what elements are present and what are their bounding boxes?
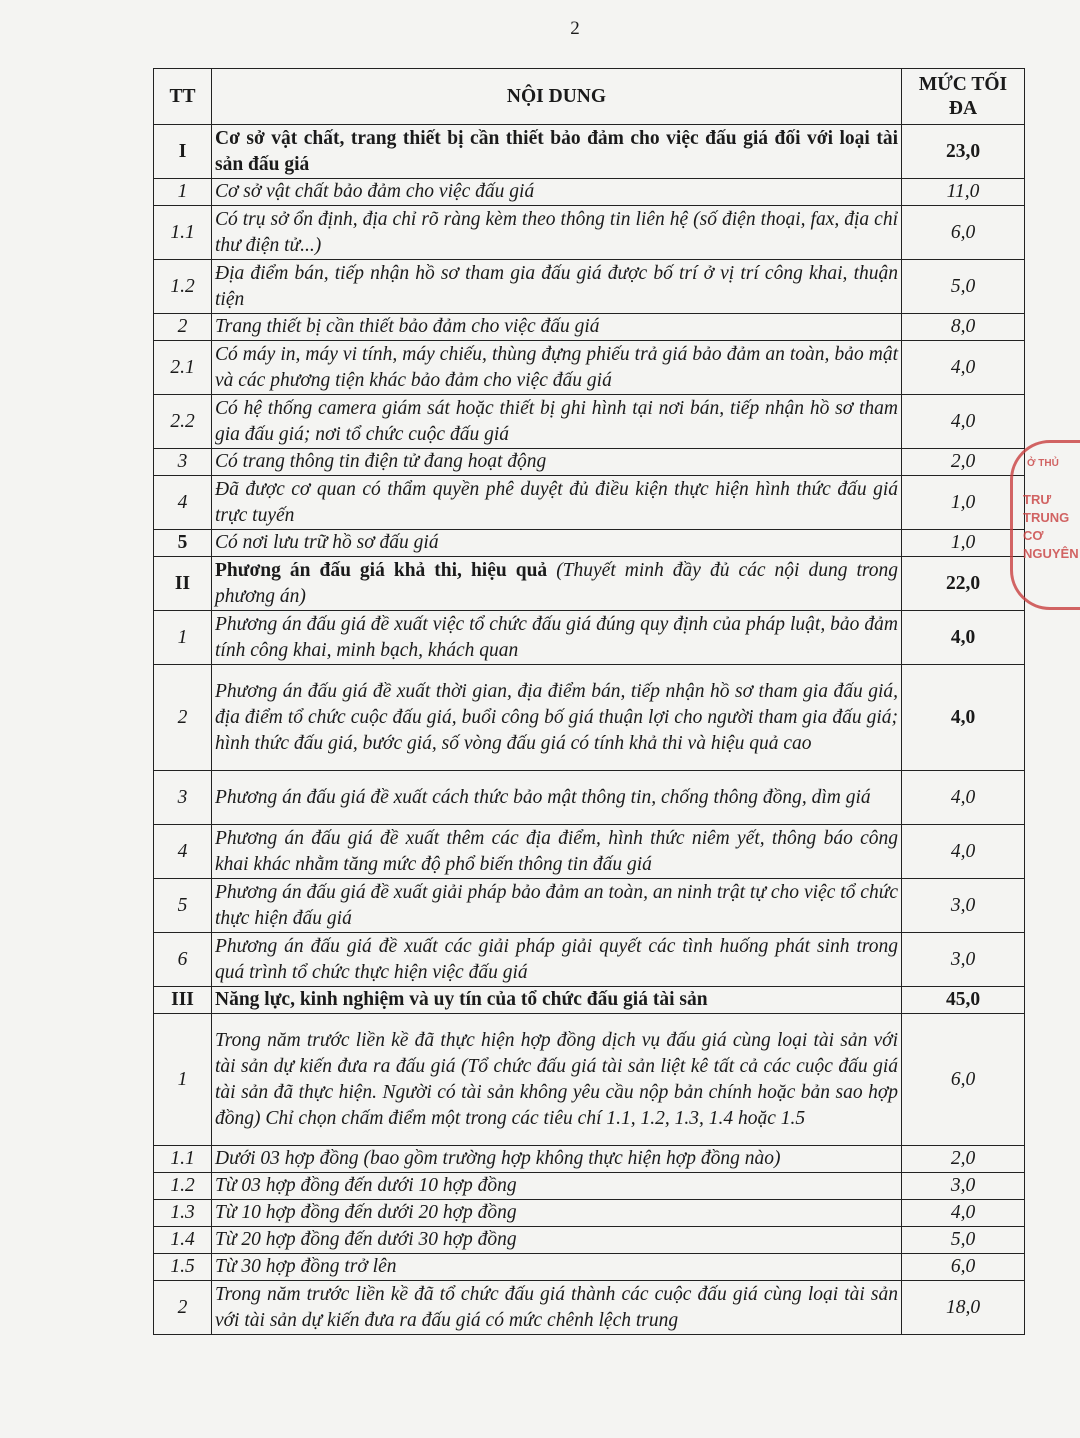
row-content: Từ 30 hợp đồng trở lên — [212, 1254, 902, 1281]
row-max: 4,0 — [902, 611, 1025, 665]
table-row — [154, 611, 1025, 665]
row-tt: II — [154, 557, 212, 611]
row-max: 5,0 — [902, 260, 1025, 314]
row-tt: 4 — [154, 476, 212, 530]
page-number: 2 — [570, 18, 580, 39]
table-row — [154, 665, 1025, 771]
row-max: 11,0 — [902, 179, 1025, 206]
table-row — [154, 879, 1025, 933]
table-row — [154, 395, 1025, 449]
table-row — [154, 1173, 1025, 1200]
criteria-table — [153, 68, 1025, 1335]
row-tt: 1 — [154, 1014, 212, 1146]
table-row — [154, 125, 1025, 179]
row-content: Năng lực, kinh nghiệm và uy tín của tổ chức đấu giá tài sản — [212, 987, 902, 1014]
table-row — [154, 557, 1025, 611]
table-row — [154, 1200, 1025, 1227]
row-max: 4,0 — [902, 771, 1025, 825]
table-row — [154, 1254, 1025, 1281]
red-stamp — [1010, 440, 1080, 610]
row-content: Trang thiết bị cần thiết bảo đảm cho việc đấu giá — [212, 314, 902, 341]
row-tt: 1 — [154, 179, 212, 206]
table-row — [154, 449, 1025, 476]
row-tt: 3 — [154, 771, 212, 825]
table-row — [154, 476, 1025, 530]
row-tt: 5 — [154, 530, 212, 557]
row-content: Có trụ sở ổn định, địa chỉ rõ ràng kèm theo thông tin liên hệ (số điện thoại, fax, địa chỉ thư điện tử...) — [212, 206, 902, 260]
row-tt: 1.1 — [154, 1146, 212, 1173]
row-content — [212, 557, 902, 611]
row-content: Cơ sở vật chất, trang thiết bị cần thiết bảo đảm cho việc đấu giá đối với loại tài sản đấu giá — [212, 125, 902, 179]
stamp-line: TRƯ — [1023, 492, 1052, 507]
header-content: NỘI DUNG — [212, 69, 902, 125]
row-max: 3,0 — [902, 1173, 1025, 1200]
row-content: Phương án đấu giá đề xuất thêm các địa điểm, hình thức niêm yết, thông báo công khai khác nhằm tăng mức độ phổ biến thông tin đấu giá — [212, 825, 902, 879]
row-max: 18,0 — [902, 1281, 1025, 1335]
row-max: 8,0 — [902, 314, 1025, 341]
row-content: Phương án đấu giá đề xuất cách thức bảo mật thông tin, chống thông đồng, dìm giá — [212, 771, 902, 825]
stamp-top-text: Ở THỦ — [1027, 458, 1059, 469]
stamp-line: TRUNG — [1023, 510, 1070, 525]
row-max: 1,0 — [902, 476, 1025, 530]
row-content: Có nơi lưu trữ hồ sơ đấu giá — [212, 530, 902, 557]
row-content: Trong năm trước liền kề đã thực hiện hợp đồng dịch vụ đấu giá cùng loại tài sản với tài sản dự kiến đưa ra đấu giá (Tổ chức đấu giá tài sản liệt kê tất cả các cuộc đấu giá tài sản đã thực hiện. Người có tài sản không yêu cầu nộp bản chính hoặc bản sao hợp đồng) Chỉ chọn chấm điểm một trong các tiêu chí 1.1, 1.2, 1.3, 1.4 hoặc 1.5 — [212, 1014, 902, 1146]
row-max: 22,0 — [902, 557, 1025, 611]
row-tt: 1.2 — [154, 1173, 212, 1200]
row-content: Phương án đấu giá đề xuất thời gian, địa điểm bán, tiếp nhận hồ sơ tham gia đấu giá, địa điểm tổ chức cuộc đấu giá, buổi công bố giá thuận lợi cho người tham gia đấu giá; hình thức đấu giá, bước giá, số vòng đấu giá có tính khả thi và hiệu quả cao — [212, 665, 902, 771]
table-row — [154, 179, 1025, 206]
stamp-line: NGUYÊN — [1023, 546, 1079, 561]
row-content: Phương án đấu giá đề xuất việc tổ chức đấu giá đúng quy định của pháp luật, bảo đảm tính công khai, minh bạch, khách quan — [212, 611, 902, 665]
row-tt: I — [154, 125, 212, 179]
row-tt: 3 — [154, 449, 212, 476]
table-row — [154, 825, 1025, 879]
row-max: 3,0 — [902, 879, 1025, 933]
row-content-note: (Thuyết minh đầy đủ các nội dung trong phương án) — [215, 559, 899, 607]
row-content: Có hệ thống camera giám sát hoặc thiết bị ghi hình tại nơi bán, tiếp nhận hồ sơ tham gia đấu giá; nơi tổ chức cuộc đấu giá — [212, 395, 902, 449]
row-tt: 6 — [154, 933, 212, 987]
row-content: Dưới 03 hợp đồng (bao gồm trường hợp không thực hiện hợp đồng nào) — [212, 1146, 902, 1173]
row-tt: 2.1 — [154, 341, 212, 395]
row-max: 2,0 — [902, 449, 1025, 476]
row-tt: 2 — [154, 665, 212, 771]
row-max: 6,0 — [902, 206, 1025, 260]
row-content: Cơ sở vật chất bảo đảm cho việc đấu giá — [212, 179, 902, 206]
row-tt: 1.1 — [154, 206, 212, 260]
table-row — [154, 206, 1025, 260]
row-max: 4,0 — [902, 395, 1025, 449]
row-tt: 5 — [154, 879, 212, 933]
row-max: 4,0 — [902, 825, 1025, 879]
row-content-main: Phương án đấu giá khả thi, hiệu quả — [215, 559, 548, 581]
row-max: 4,0 — [902, 665, 1025, 771]
header-tt: TT — [154, 69, 212, 125]
table-row — [154, 341, 1025, 395]
table-row — [154, 530, 1025, 557]
row-max: 3,0 — [902, 933, 1025, 987]
row-tt: 2.2 — [154, 395, 212, 449]
row-tt: 1.4 — [154, 1227, 212, 1254]
row-tt: 2 — [154, 314, 212, 341]
table-row — [154, 1146, 1025, 1173]
header-max: MỨC TỐI ĐA — [902, 69, 1025, 125]
row-content: Phương án đấu giá đề xuất các giải pháp giải quyết các tình huống phát sinh trong quá trình tổ chức thực hiện việc đấu giá — [212, 933, 902, 987]
row-content: Từ 03 hợp đồng đến dưới 10 hợp đồng — [212, 1173, 902, 1200]
table-row — [154, 260, 1025, 314]
row-content: Trong năm trước liền kề đã tổ chức đấu giá thành các cuộc đấu giá cùng loại tài sản với tài sản dự kiến đưa ra đấu giá có mức chênh lệch trung — [212, 1281, 902, 1335]
stamp-line: CƠ — [1023, 528, 1044, 543]
table-row — [154, 1281, 1025, 1335]
table-row — [154, 1014, 1025, 1146]
row-tt: 4 — [154, 825, 212, 879]
row-content: Có máy in, máy vi tính, máy chiếu, thùng đựng phiếu trả giá bảo đảm an toàn, bảo mật và các phương tiện khác bảo đảm cho việc đấu giá — [212, 341, 902, 395]
row-content: Địa điểm bán, tiếp nhận hồ sơ tham gia đấu giá được bố trí ở vị trí công khai, thuận tiện — [212, 260, 902, 314]
row-max: 4,0 — [902, 1200, 1025, 1227]
row-max: 4,0 — [902, 341, 1025, 395]
row-max: 45,0 — [902, 987, 1025, 1014]
table-row — [154, 314, 1025, 341]
row-tt: 1.3 — [154, 1200, 212, 1227]
row-max: 6,0 — [902, 1014, 1025, 1146]
row-content: Từ 20 hợp đồng đến dưới 30 hợp đồng — [212, 1227, 902, 1254]
row-content: Phương án đấu giá đề xuất giải pháp bảo đảm an toàn, an ninh trật tự cho việc tổ chức thực hiện đấu giá — [212, 879, 902, 933]
row-max: 6,0 — [902, 1254, 1025, 1281]
row-content: Có trang thông tin điện tử đang hoạt động — [212, 449, 902, 476]
row-tt: 1 — [154, 611, 212, 665]
row-content: Từ 10 hợp đồng đến dưới 20 hợp đồng — [212, 1200, 902, 1227]
row-tt: 1.2 — [154, 260, 212, 314]
row-tt: 1.5 — [154, 1254, 212, 1281]
table-header-row — [154, 69, 1025, 125]
row-max: 23,0 — [902, 125, 1025, 179]
row-max: 5,0 — [902, 1227, 1025, 1254]
table-row — [154, 987, 1025, 1014]
row-tt: III — [154, 987, 212, 1014]
row-content: Đã được cơ quan có thẩm quyền phê duyệt đủ điều kiện thực hiện hình thức đấu giá trực tuyến — [212, 476, 902, 530]
row-tt: 2 — [154, 1281, 212, 1335]
table-row — [154, 1227, 1025, 1254]
row-max: 2,0 — [902, 1146, 1025, 1173]
table-row — [154, 933, 1025, 987]
row-max: 1,0 — [902, 530, 1025, 557]
table-row — [154, 771, 1025, 825]
